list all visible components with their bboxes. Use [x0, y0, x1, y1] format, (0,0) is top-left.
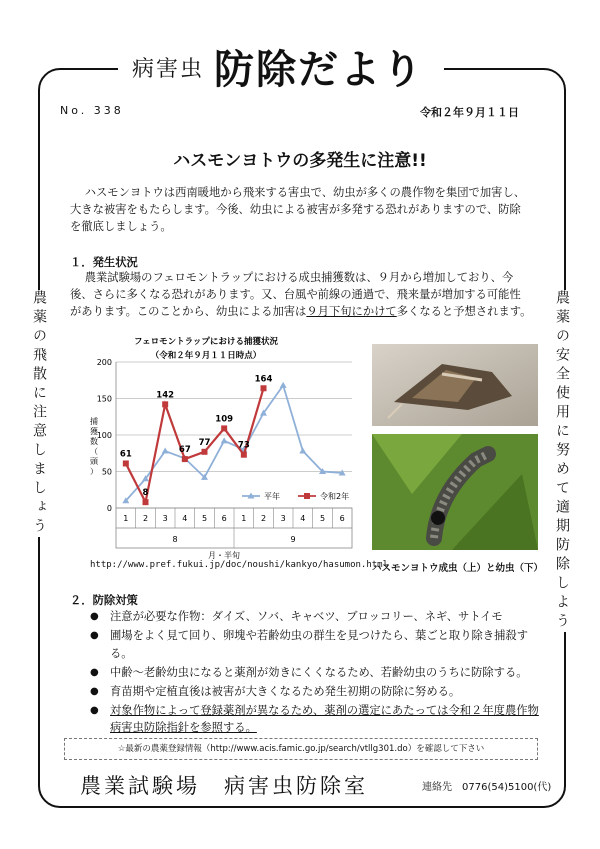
section2-heading: ２．防除対策 [70, 594, 138, 607]
adult-moth-photo [372, 344, 538, 426]
section1-underlined: ９月下旬にかけて [306, 305, 397, 318]
data-point [182, 456, 188, 462]
data-label: 67 [178, 445, 191, 456]
x-tick-label: 5 [319, 514, 326, 523]
month-label: 9 [290, 535, 296, 544]
data-label: 73 [237, 440, 250, 451]
section1-text-end: 多くなると予想されます。 [396, 305, 532, 318]
y-axis-label [90, 416, 99, 476]
y-label-char: （ [90, 447, 98, 456]
chart-title: フェロモントラップにおける捕獲状況 [134, 337, 278, 347]
y-label-char: 獲 [90, 427, 98, 436]
masthead-small: 病害虫 [132, 57, 205, 82]
x-axis-label: 月・半旬 [208, 551, 240, 560]
chart-subtitle: （令和２年９月１１日時点） [150, 351, 262, 361]
data-label: 142 [156, 390, 175, 401]
x-tick-label: 6 [221, 514, 227, 523]
data-point [221, 437, 228, 443]
pesticide-info-note: ☆最新の農薬登録情報（http://www.acis.famic.go.jp/search/vtllg301.do）を確認して下さい [64, 738, 538, 760]
photo-caption: ハスモンヨトウ成虫（上）と幼虫（下） [372, 563, 544, 574]
data-point [202, 449, 208, 455]
data-label: 77 [198, 437, 211, 448]
chart-legend [242, 491, 349, 501]
intro-paragraph: ハスモンヨトウは西南暖地から飛来する害虫で、幼虫が多くの農作物を集団で加害し、大きな被害をもたらします。今後、幼虫による被害が多発する恐れがありますので、防除を徹底しましょう。 [70, 186, 526, 233]
section1-paragraph [70, 269, 532, 320]
list-item: ● 育苗期や定植直後は被害が大きくなるため発生初期の防除に努める。 [90, 683, 540, 701]
data-point [280, 382, 287, 388]
data-point [162, 448, 169, 454]
y-tick-label: 100 [96, 431, 112, 440]
y-tick-label: 200 [96, 358, 112, 367]
x-tick-label: 1 [123, 514, 129, 523]
x-tick-label: 3 [280, 514, 286, 523]
data-point [299, 448, 306, 454]
footer-contact: 連絡先 0776(54)5100(代) [422, 782, 552, 793]
reference-url[interactable]: http://www.pref.fukui.jp/doc/noushi/kankyo/hasumon.html [90, 560, 389, 570]
legend-entry: 平年 [264, 492, 280, 501]
data-label: 164 [254, 374, 273, 385]
side-text-right: 農薬の安全使用に努めて適期防除しよう [554, 290, 570, 632]
list-item: ● 圃場をよく見て回り、卵塊や若齢幼虫の群生を見つけたら、葉ごと取り除き捕殺する。 [90, 627, 540, 662]
x-tick-label: 5 [201, 514, 208, 523]
data-point [241, 452, 247, 458]
data-point [162, 401, 168, 407]
x-tick-label: 2 [142, 514, 149, 523]
list-item: ● 中齢～老齢幼虫になると薬剤が効きにくくなるため、若齢幼虫のうちに防除する。 [90, 664, 540, 682]
data-point [123, 460, 129, 466]
control-measures-list [90, 608, 540, 738]
y-axis-ticks [97, 358, 112, 513]
capture-chart [64, 332, 364, 560]
section1-heading: １．発生状況 [70, 256, 138, 269]
y-tick-label: 150 [96, 394, 112, 404]
list-item: ● 注意が必要な作物：ダイズ、ソバ、キャベツ、ブロッコリー、ネギ、サトイモ [90, 608, 540, 626]
y-label-char: 数 [90, 437, 98, 446]
x-tick-label: 4 [300, 514, 306, 523]
issue-number: No. 338 [60, 104, 124, 117]
list-item: ● 対象作物によって登録薬剤が異なるため、薬剤の選定にあたっては令和２年度農作物病害虫防除指針を参照する。 [90, 702, 540, 737]
month-label: 8 [172, 535, 178, 544]
chart-series [120, 374, 346, 505]
data-point [143, 499, 149, 505]
x-tick-label: 4 [182, 514, 188, 523]
data-label: 61 [119, 449, 132, 460]
y-tick-label: 0 [106, 504, 112, 513]
y-tick-label: 50 [101, 467, 112, 477]
larva-photo [372, 434, 538, 550]
x-tick-label: 1 [241, 514, 247, 523]
issue-date: 令和２年９月１１日 [420, 106, 519, 119]
data-label: 8 [142, 488, 149, 499]
legend-entry: 令和2年 [320, 492, 350, 501]
y-label-char: 頭 [90, 457, 98, 466]
footer-organization: 農業試験場 病害虫防除室 [80, 774, 368, 798]
x-tick-label: 6 [339, 514, 345, 523]
x-tick-label: 2 [260, 514, 267, 523]
masthead-title: 防除だより [214, 47, 424, 93]
data-point [221, 425, 227, 431]
data-point [261, 385, 267, 391]
headline: ハスモンヨトウの多発生に注意!! [173, 151, 427, 171]
x-tick-label: 3 [162, 514, 168, 523]
side-text-left: 農薬の飛散に注意しましょう [31, 290, 47, 537]
legend-swatch-marker [304, 493, 310, 499]
section1-text: 農業試験場のフェロモントラップにおける成虫捕獲数は、９月から増加しており、今後、さらに多くなる恐れがあります。又、台風や前線の通過で、飛来量が増加する可能性があります。このことから、幼虫による加害は [70, 271, 521, 318]
y-label-char: 捕 [90, 417, 98, 426]
data-label: 109 [215, 414, 234, 425]
y-label-char: ） [90, 467, 98, 476]
